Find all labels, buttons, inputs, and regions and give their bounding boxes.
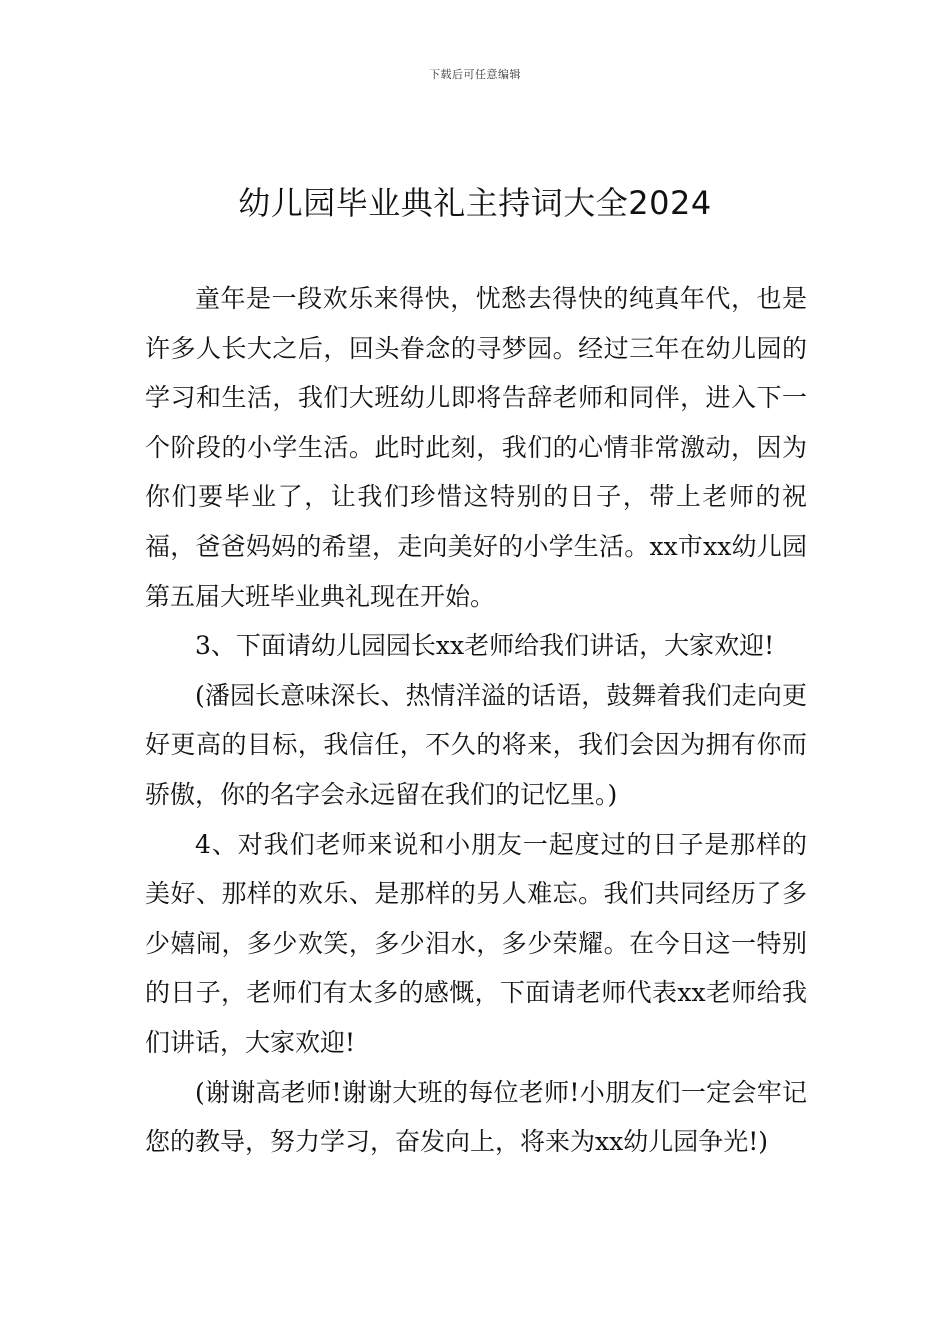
paragraph-opening: 童年是一段欢乐来得快，忧愁去得快的纯真年代，也是许多人长大之后，回头眷念的寻梦园。经过三年在幼儿园的学习和生活，我们大班幼儿即将告辞老师和同伴，进入下一个阶段的小学生活。此时此刻，我们的心情非常激动，因为你们要毕业了，让我们珍惜这特别的日子，带上老师的祝福，爸爸妈妈的希望，走向美好的小学生活。xx市xx幼儿园第五届大班毕业典礼现在开始。	[145, 284, 807, 611]
paragraph-item-4: 4、对我们老师来说和小朋友一起度过的日子是那样的美好、那样的欢乐、是那样的另人难忘。我们共同经历了多少嬉闹，多少欢笑，多少泪水，多少荣耀。在今日这一特别的日子，老师们有太多的感慨，下面请老师代表xx老师给我们讲话，大家欢迎!	[145, 829, 807, 1057]
document-body	[145, 274, 807, 1167]
paragraph-thanks: (谢谢高老师!谢谢大班的每位老师!小朋友们一定会牢记您的教导，努力学习，奋发向上，将来为xx幼儿园争光!)	[145, 1077, 807, 1157]
document-title: 幼儿园毕业典礼主持词大全2024	[238, 184, 712, 222]
paragraph-item-3: 3、下面请幼儿园园长xx老师给我们讲话，大家欢迎!	[195, 631, 775, 661]
header-note: 下载后可任意编辑	[429, 68, 521, 81]
paragraph-principal-remark: (潘园长意味深长、热情洋溢的话语，鼓舞着我们走向更好更高的目标，我信任，不久的将来，我们会因为拥有你而骄傲，你的名字会永远留在我们的记忆里。)	[145, 680, 807, 809]
